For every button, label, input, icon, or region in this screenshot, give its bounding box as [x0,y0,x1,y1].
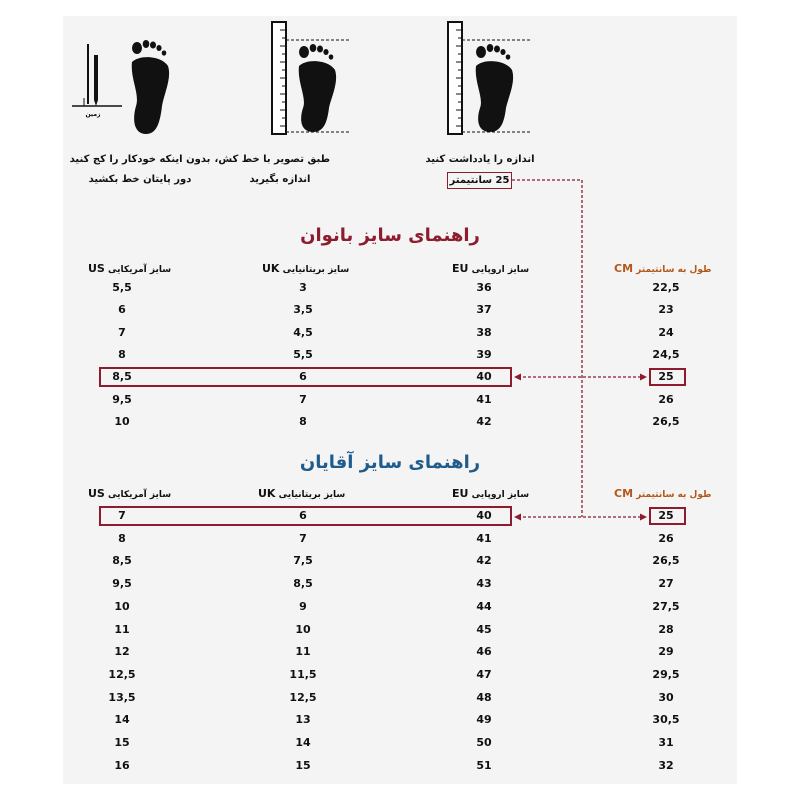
women-title: راهنمای سایز بانوان [300,225,480,246]
women-cell-eu: 38 [476,325,492,339]
women-cell-cm: 24,5 [652,347,680,361]
men-cell-cm: 27,5 [652,599,680,613]
men-cell-us: 10 [114,599,130,613]
men-cell-us: 12,5 [108,667,136,681]
women-cell-cm: 23 [658,303,674,317]
women-cell-uk: 3,5 [293,303,313,317]
men-cell-uk: 7 [299,531,307,545]
step-3-caption-line1: اندازه را یادداشت کنید [425,154,535,165]
men-header-cm-label: طول به سانتیمتر [636,490,712,500]
women-cell-cm: 24 [658,325,674,339]
women-cell-eu: 36 [476,281,492,294]
women-header-uk-code: UK [262,262,280,275]
men-cell-uk: 13 [295,713,311,727]
step-2-caption [214,150,330,190]
women-header-uk-label: سایز بریتانیایی [282,265,350,275]
women-header-cm [614,262,711,275]
men-cell-uk: 14 [295,736,311,749]
women-cell-uk: 6 [299,370,307,384]
men-cell-us: 13,5 [108,690,136,704]
men-cell-cm: 30,5 [652,713,680,727]
women-cell-eu: 41 [476,392,492,406]
men-cell-eu: 50 [476,736,492,749]
men-cell-uk: 11,5 [289,667,317,681]
men-header-cm [614,487,711,500]
women-cell-us: 7 [118,325,126,339]
women-header-cm-label: طول به سانتیمتر [636,265,712,275]
men-cell-cm: 30 [658,690,674,704]
men-cell-uk: 8,5 [293,577,313,591]
women-header-eu [452,262,529,275]
men-cell-eu: 46 [476,645,492,659]
women-cell-cm: 26 [658,392,674,406]
men-cell-us: 8 [118,531,126,545]
men-header-uk [258,487,345,500]
women-header-uk [262,262,349,275]
men-cell-cm: 26,5 [652,554,680,568]
men-cell-cm: 32 [658,758,674,772]
women-header-us-code: US [88,262,105,275]
women-cell-cm: 22,5 [652,281,680,294]
women-cell-eu: 39 [476,347,492,361]
women-cell-cm: 26,5 [652,414,680,428]
men-header-uk-label: سایز بریتانیایی [278,490,346,500]
women-cell-us: 6 [118,303,126,317]
women-cell-us: 10 [114,414,130,428]
step-1-caption [60,150,220,190]
men-cell-uk: 12,5 [289,690,317,704]
men-cell-uk: 10 [295,622,311,636]
men-cell-cm: 27 [658,577,674,591]
women-cell-eu: 37 [476,303,492,317]
men-cell-eu: 41 [476,531,492,545]
men-cell-us: 14 [114,713,130,727]
men-cell-cm: 31 [658,736,674,749]
men-cell-uk: 11 [295,645,311,659]
men-cell-cm: 25 [658,509,674,522]
women-cell-uk: 4,5 [293,325,313,339]
women-header-us [88,262,171,275]
women-cell-cm: 25 [658,370,674,384]
measurement-example: 25 سانتیمتر [447,172,512,189]
women-cell-uk: 3 [299,281,307,294]
men-header-us-label: سایز آمریکایی [108,490,172,500]
men-cell-eu: 48 [476,690,492,704]
men-cell-us: 15 [114,736,130,749]
ground-label: زمین [85,111,101,118]
men-cell-eu: 47 [476,667,492,681]
men-cell-eu: 51 [476,758,492,772]
men-cell-us: 7 [118,509,126,522]
men-cell-eu: 49 [476,713,492,727]
step-3-caption [410,150,550,170]
step-2-caption-line2: اندازه بگیرید [249,174,311,185]
step-1-caption-line1: بدون اینکه خودکار را کج کنید [69,154,211,165]
men-cell-uk: 6 [299,509,307,522]
women-cell-us: 8,5 [112,370,132,384]
men-cell-eu: 40 [476,509,492,522]
men-header-uk-code: UK [258,487,276,500]
women-header-us-label: سایز آمریکایی [108,265,172,275]
men-cell-cm: 29 [658,645,674,659]
step-2-caption-line1: طبق تصویر با خط کش، [214,154,330,165]
men-cell-eu: 42 [476,554,492,568]
men-cell-cm: 26 [658,531,674,545]
step-1-caption-line2: دور پایتان خط بکشید [88,174,192,185]
women-cell-eu: 42 [476,414,492,428]
men-title: راهنمای سایز آقایان [299,452,481,473]
men-cell-eu: 44 [476,599,492,613]
women-header-eu-label: سایز اروپایی [471,265,530,275]
women-cell-us: 9,5 [112,392,132,406]
men-header-us-code: US [88,487,105,500]
men-cell-eu: 45 [476,622,492,636]
men-cell-uk: 15 [295,758,311,772]
men-cell-us: 9,5 [112,577,132,591]
men-header-eu-code: EU [452,487,469,500]
women-cell-eu: 40 [476,370,492,384]
men-header-eu-label: سایز اروپایی [471,490,530,500]
men-cell-us: 12 [114,645,130,659]
men-cell-cm: 29,5 [652,667,680,681]
women-header-eu-code: EU [452,262,469,275]
women-header-cm-code: CM [614,262,634,275]
women-cell-uk: 5,5 [293,347,313,361]
women-cell-uk: 7 [299,392,307,406]
women-cell-us: 5,5 [112,281,132,294]
men-header-us [88,487,171,500]
men-header-cm-code: CM [614,487,634,500]
women-cell-us: 8 [118,347,126,361]
men-cell-us: 8,5 [112,554,132,568]
men-cell-eu: 43 [476,577,492,591]
men-cell-cm: 28 [658,622,674,636]
men-cell-uk: 7,5 [293,554,313,568]
men-header-eu [452,487,529,500]
men-cell-uk: 9 [299,599,307,613]
women-cell-uk: 8 [299,414,307,428]
men-cell-us: 16 [114,758,130,772]
men-cell-us: 11 [114,622,130,636]
